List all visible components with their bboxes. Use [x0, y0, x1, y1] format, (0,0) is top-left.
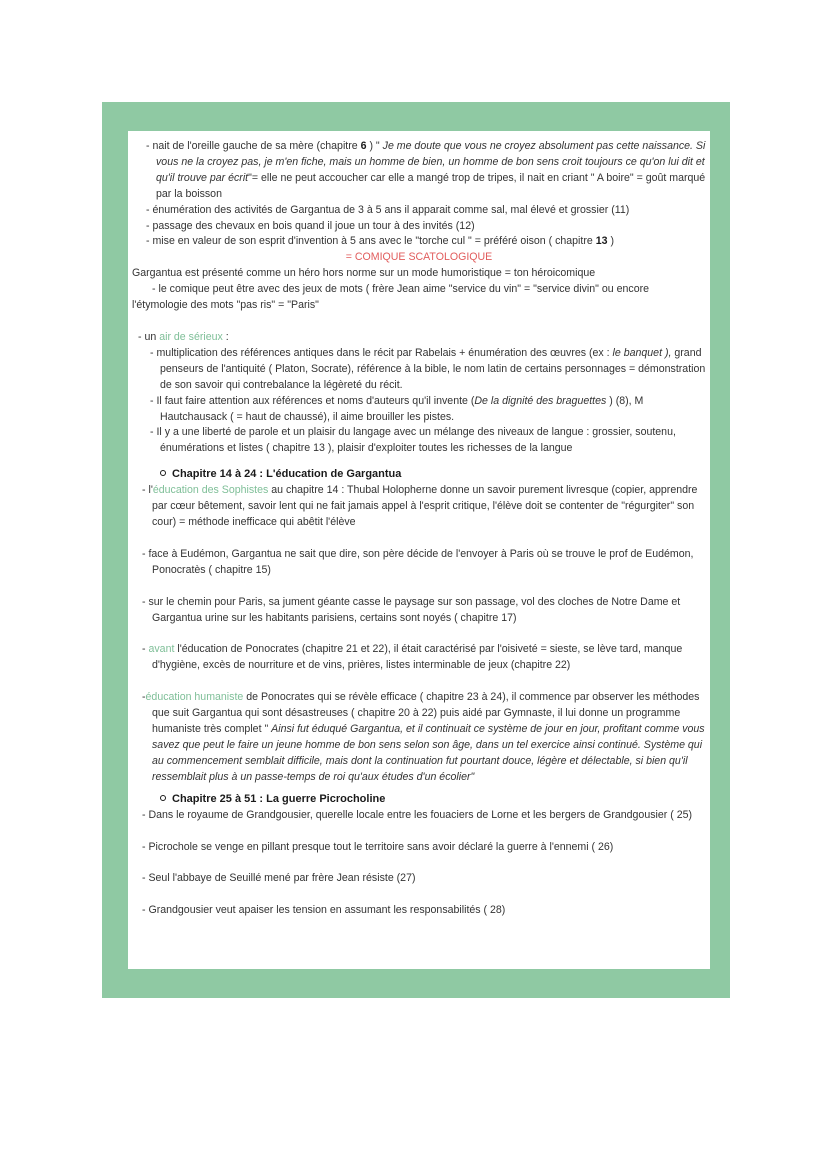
text-paragraph: - sur le chemin pour Paris, sa jument géante casse le paysage sur son passage, vol des cloches de Notre Dame et Gargantua urine sur les habitants parisiens, certains sont noyés ( chapitre 17): [142, 595, 681, 624]
document-page: [128, 131, 710, 969]
text-paragraph: - Picrochole se venge en pillant presque tout le territoire sans avoir déclaré la guerre à l'ennemi ( 26): [142, 840, 614, 853]
text-line: - Il faut faire attention aux références et noms d'auteurs qu'il invente (De la dignité des braguettes ) (8), M Hautchausack ( = haut de chaussé), il aime brouiller les pistes.: [150, 394, 644, 423]
section-heading-guerre: Chapitre 25 à 51 : La guerre Picrocholine: [132, 792, 706, 808]
highlight-comique: = COMIQUE SCATOLOGIQUE: [345, 251, 493, 264]
text-line: - nait de l'oreille gauche de sa mère (chapitre 6 ) " Je me doute que vous ne croyez absolument pas cette naissance. Si vous ne la croyez pas, je m'en fiche, mais un homme de bien, un homme de bon sens croit toujours ce qu'on lui dit et qu'il trouve par écrit"= elle ne peut accoucher car elle a mangé trop de tripes, il nait en criant " A boire" = goût marqué par la boisson: [146, 140, 706, 200]
circle-bullet-icon: [160, 470, 166, 476]
text-line: - multiplication des références antiques dans le récit par Rabelais + énumération des œuvres (ex : le banquet ), grand penseurs de l'antiquité ( Platon, Socrate), référence à la bible, le nom latin de certains personnages = démonstration de son savoir qui contrebalance la légèreté du récit.: [150, 346, 706, 391]
circle-bullet-icon: [160, 795, 166, 801]
text-paragraph: -éducation humaniste de Ponocrates qui se révèle efficace ( chapitre 23 à 24), il commence par observer les méthodes que suit Gargantua qui sont désastreuses ( chapitre 20 à 22) puis aidé par Gymnaste, il lui donne un programme humaniste très complet " Ainsi fut éduqué Gargantua, et il continuait ce système de jour en jour, profitant comme vous savez que peut le faire un jeune homme de bon sens selon son âge, dans un tel exercice ainsi continué. Système qui au commencement semblait difficile, mais dont la continuation fut pourtant douce, légère et délectable, si bien qu'il ressemblait plus à un passe-temps de roi qu'aux études d'un écolier": [142, 691, 705, 783]
text-paragraph: - l'éducation des Sophistes au chapitre 14 : Thubal Holopherne donne un savoir purement livresque (copier, apprendre par cœur bêtement, savoir lent qui ne fait jamais appel à l'esprit critique, l'élève doit se contenter de "régurgiter" son cour) = méthode inefficace qui abêtit l'élève: [142, 484, 698, 528]
text-paragraph: - face à Eudémon, Gargantua ne sait que dire, son père décide de l'envoyer à Paris où se trouve le prof de Eudémon, Ponocratès ( chapitre 15): [142, 547, 694, 576]
text-line: - énumération des activités de Gargantua de 3 à 5 ans il apparait comme sal, mal élevé et grossier (11): [146, 203, 630, 216]
text-line: Gargantua est présenté comme un héro hors norme sur un mode humoristique = ton héroicomique: [132, 267, 596, 280]
text-paragraph: - Seul l'abbaye de Seuillé mené par frère Jean résiste (27): [142, 872, 416, 885]
text-line: - passage des chevaux en bois quand il joue un tour à des invités (12): [146, 219, 475, 232]
text-line: - mise en valeur de son esprit d'invention à 5 ans avec le "torche cul " = préféré oison ( chapitre 13 ): [146, 235, 614, 248]
section-heading-education: Chapitre 14 à 24 : L'éducation de Gargantua: [132, 467, 706, 483]
text-paragraph: - avant l'éducation de Ponocrates (chapitre 21 et 22), il était caractérisé par l'oisiveté = sieste, se lève tard, manque d'hygiène, excès de nourriture et de vins, prières, listes interminable de jeux (chapitre 22): [142, 643, 683, 672]
text-paragraph: - Grandgousier veut apaiser les tension en assumant les responsabilités ( 28): [142, 904, 506, 917]
text-paragraph: - Dans le royaume de Grandgousier, querelle locale entre les fouaciers de Lorne et les bergers de Grandgousier ( 25): [142, 808, 693, 821]
text-line: - le comique peut être avec des jeux de mots ( frère Jean aime "service du vin" = "service divin" ou encore l'étymologie des mots "pas ris" = "Paris": [132, 283, 650, 312]
text-line: - un air de sérieux :: [138, 330, 229, 343]
text-line: - Il y a une liberté de parole et un plaisir du langage avec un mélange des niveaux de langue : grossier, soutenu, énumérations et listes ( chapitre 13 ), plaisir d'exploiter toutes les richesses de la langue: [150, 426, 676, 455]
